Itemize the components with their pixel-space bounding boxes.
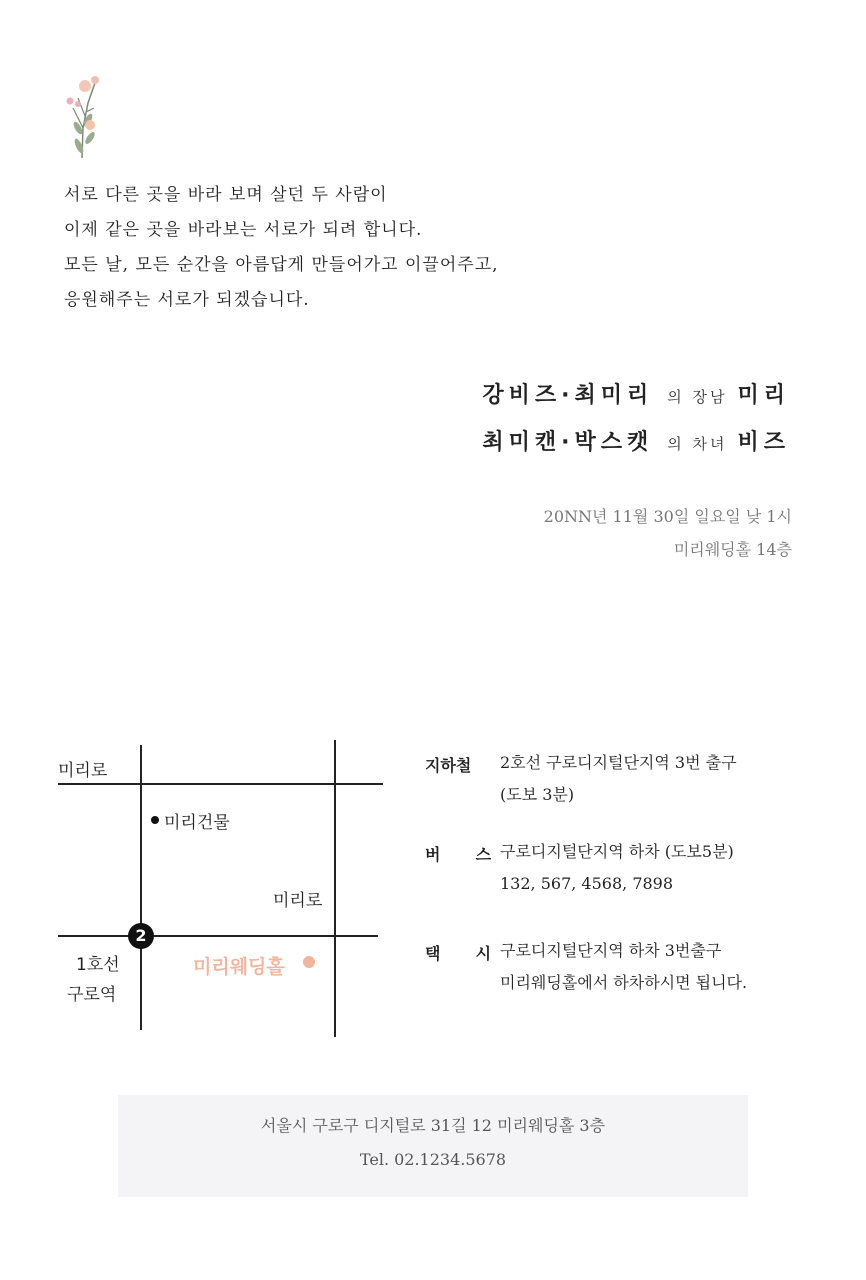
subway-info xyxy=(500,747,737,811)
tel-text: Tel. 02.1234.5678 xyxy=(359,1150,507,1169)
intro-line: 이제 같은 곳을 바라보는 서로가 되려 합니다. xyxy=(64,220,423,240)
intro-line: 응원해주는 서로가 되겠습니다. xyxy=(64,290,310,310)
intro-line: 서로 다른 곳을 바라 보며 살던 두 사람이 xyxy=(64,185,388,205)
bride-name: 비즈 xyxy=(737,430,790,455)
address-text: 서울시 구로구 디지털로 31길 12 미리웨딩홀 3층 xyxy=(260,1116,606,1135)
event-info xyxy=(544,500,792,566)
road-label-top: 미리로 xyxy=(58,761,108,781)
station-name-label: 구로역 xyxy=(67,985,117,1005)
groom-relation: 의 장남 xyxy=(667,388,728,406)
wedding-hall-dot-icon xyxy=(303,956,315,968)
bus-label: 버 스 xyxy=(425,845,492,864)
taxi-label: 택 시 xyxy=(425,944,492,963)
station-line-label: 1호선 xyxy=(76,955,120,975)
bride-relation: 의 차녀 xyxy=(667,435,728,453)
intro-line: 모든 날, 모든 순간을 아름답게 만들어가고 이끌어주고, xyxy=(64,255,499,275)
bride-family xyxy=(482,425,790,456)
event-datetime: 20NN년 11월 30일 일요일 낮 1시 xyxy=(543,507,792,526)
building-label: 미리건물 xyxy=(164,813,230,833)
road-line xyxy=(58,935,378,937)
intro-message xyxy=(64,178,499,318)
direction-line: 미리웨딩홀에서 하차하시면 됩니다. xyxy=(500,973,748,992)
building-dot-icon xyxy=(151,816,159,824)
groom-parents: 강비즈·최미리 xyxy=(482,383,654,408)
road-label-right: 미리로 xyxy=(273,891,323,911)
direction-line: 132, 567, 4568, 7898 xyxy=(500,874,674,893)
direction-line: (도보 3분) xyxy=(500,785,575,804)
event-venue: 미리웨딩홀 14층 xyxy=(673,540,792,559)
road-line xyxy=(140,745,142,1030)
bus-info xyxy=(500,836,734,900)
groom-name: 미리 xyxy=(737,383,790,408)
subway-station-marker: 2 xyxy=(128,923,154,949)
direction-line: 2호선 구로디지털단지역 3번 출구 xyxy=(500,753,737,772)
road-line xyxy=(58,783,383,785)
direction-line: 구로디지털단지역 하차 3번출구 xyxy=(500,941,722,960)
taxi-info xyxy=(500,935,747,999)
direction-line: 구로디지털단지역 하차 (도보5분) xyxy=(500,842,734,861)
bride-parents: 최미캔·박스캣 xyxy=(482,430,654,455)
wedding-hall-label: 미리웨딩홀 xyxy=(193,956,285,978)
flower-illustration xyxy=(58,68,108,163)
address-footer xyxy=(118,1095,748,1197)
subway-label: 지하철 xyxy=(425,756,472,775)
groom-family xyxy=(482,378,790,409)
